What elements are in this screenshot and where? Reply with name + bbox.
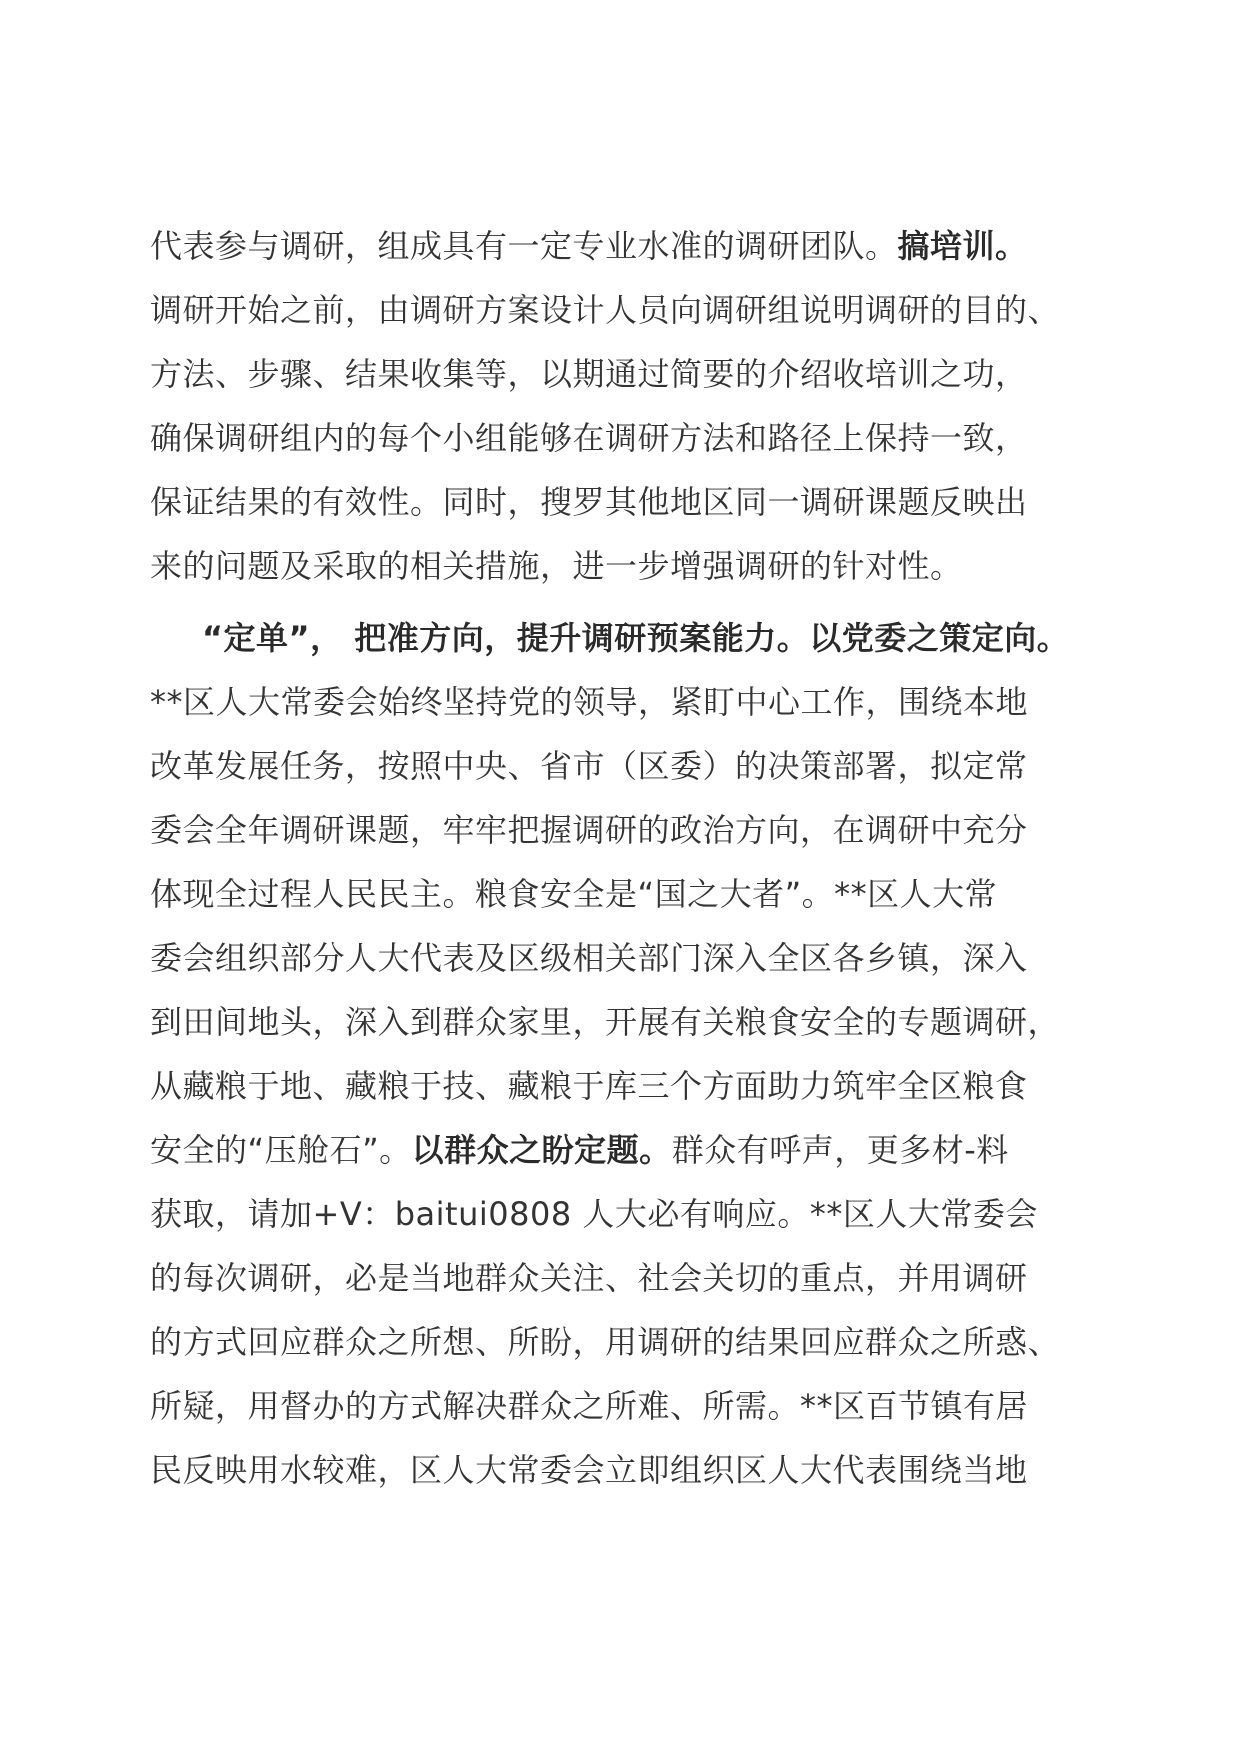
text-run: 确保调研组内的每个小组能够在调研方法和路径上保持一致， (150, 419, 1028, 457)
text-line (150, 1054, 1110, 1118)
text-line (150, 1246, 1110, 1310)
text-run: 民反映用水较难，区人大常委会立即组织区人大代表围绕当地 (150, 1451, 1028, 1489)
body-text (150, 214, 1110, 1502)
text-line (150, 1182, 1110, 1246)
text-line (150, 862, 1110, 926)
paragraph-2 (150, 606, 1110, 1502)
text-line (150, 470, 1110, 534)
text-line (150, 990, 1110, 1054)
text-run: 安全的“压舱石”。 (150, 1131, 412, 1169)
text-run: 委会组织部分人大代表及区级相关部门深入全区各乡镇，深入 (150, 939, 1028, 977)
text-run: 方法、步骤、结果收集等，以期通过简要的介绍收培训之功， (150, 355, 1028, 393)
text-run: 保证结果的有效性。同时，搜罗其他地区同一调研课题反映出 (150, 483, 1028, 521)
text-line (150, 342, 1110, 406)
text-run: 改革发展任务，按照中央、省市（区委）的决策部署，拟定常 (150, 747, 1028, 785)
text-line (150, 670, 1110, 734)
text-run: 获取，请加+V：baitui0808 人大必有响应。**区人大常委会 (150, 1195, 1038, 1233)
section-heading: “定单”， 把准方向，提升调研预案能力。以党委之策定向。 (202, 619, 1070, 657)
text-line (150, 214, 1110, 278)
text-run: 来的问题及采取的相关措施，进一步增强调研的针对性。 (150, 547, 963, 585)
text-line (150, 734, 1110, 798)
paragraph-1 (150, 214, 1110, 598)
section-heading-line (150, 606, 1110, 670)
text-line (150, 534, 1110, 598)
text-line (150, 1310, 1110, 1374)
text-line (150, 798, 1110, 862)
text-run: 所疑，用督办的方式解决群众之所难、所需。**区百节镇有居 (150, 1387, 1029, 1425)
text-line (150, 1118, 1110, 1182)
text-run: 调研开始之前，由调研方案设计人员向调研组说明调研的目的、 (150, 291, 1061, 329)
text-line (150, 406, 1110, 470)
text-line (150, 926, 1110, 990)
text-run: 群众有呼声，更多材-料 (671, 1131, 1009, 1169)
text-run: 到田间地头，深入到群众家里，开展有关粮食安全的专题调研， (150, 1003, 1061, 1041)
text-run: 从藏粮于地、藏粮于技、藏粮于库三个方面助力筑牢全区粮食 (150, 1067, 1028, 1105)
text-line (150, 1374, 1110, 1438)
text-run: 的每次调研，必是当地群众关注、社会关切的重点，并用调研 (150, 1259, 1028, 1297)
text-line (150, 278, 1110, 342)
text-run: **区人大常委会始终坚持党的领导，紧盯中心工作，围绕本地 (150, 683, 1029, 721)
text-run: 的方式回应群众之所想、所盼，用调研的结果回应群众之所惑、 (150, 1323, 1061, 1361)
text-run: 代表参与调研，组成具有一定专业水准的调研团队。 (150, 227, 898, 265)
bold-heading-run: 搞培训。 (897, 227, 1028, 265)
text-run: 体现全过程人民民主。粮食安全是“国之大者”。**区人大常 (150, 875, 998, 913)
bold-heading-run: 以群众之盼定题。 (411, 1131, 672, 1169)
text-run: 委会全年调研课题，牢牢把握调研的政治方向，在调研中充分 (150, 811, 1028, 849)
text-line (150, 1438, 1110, 1502)
